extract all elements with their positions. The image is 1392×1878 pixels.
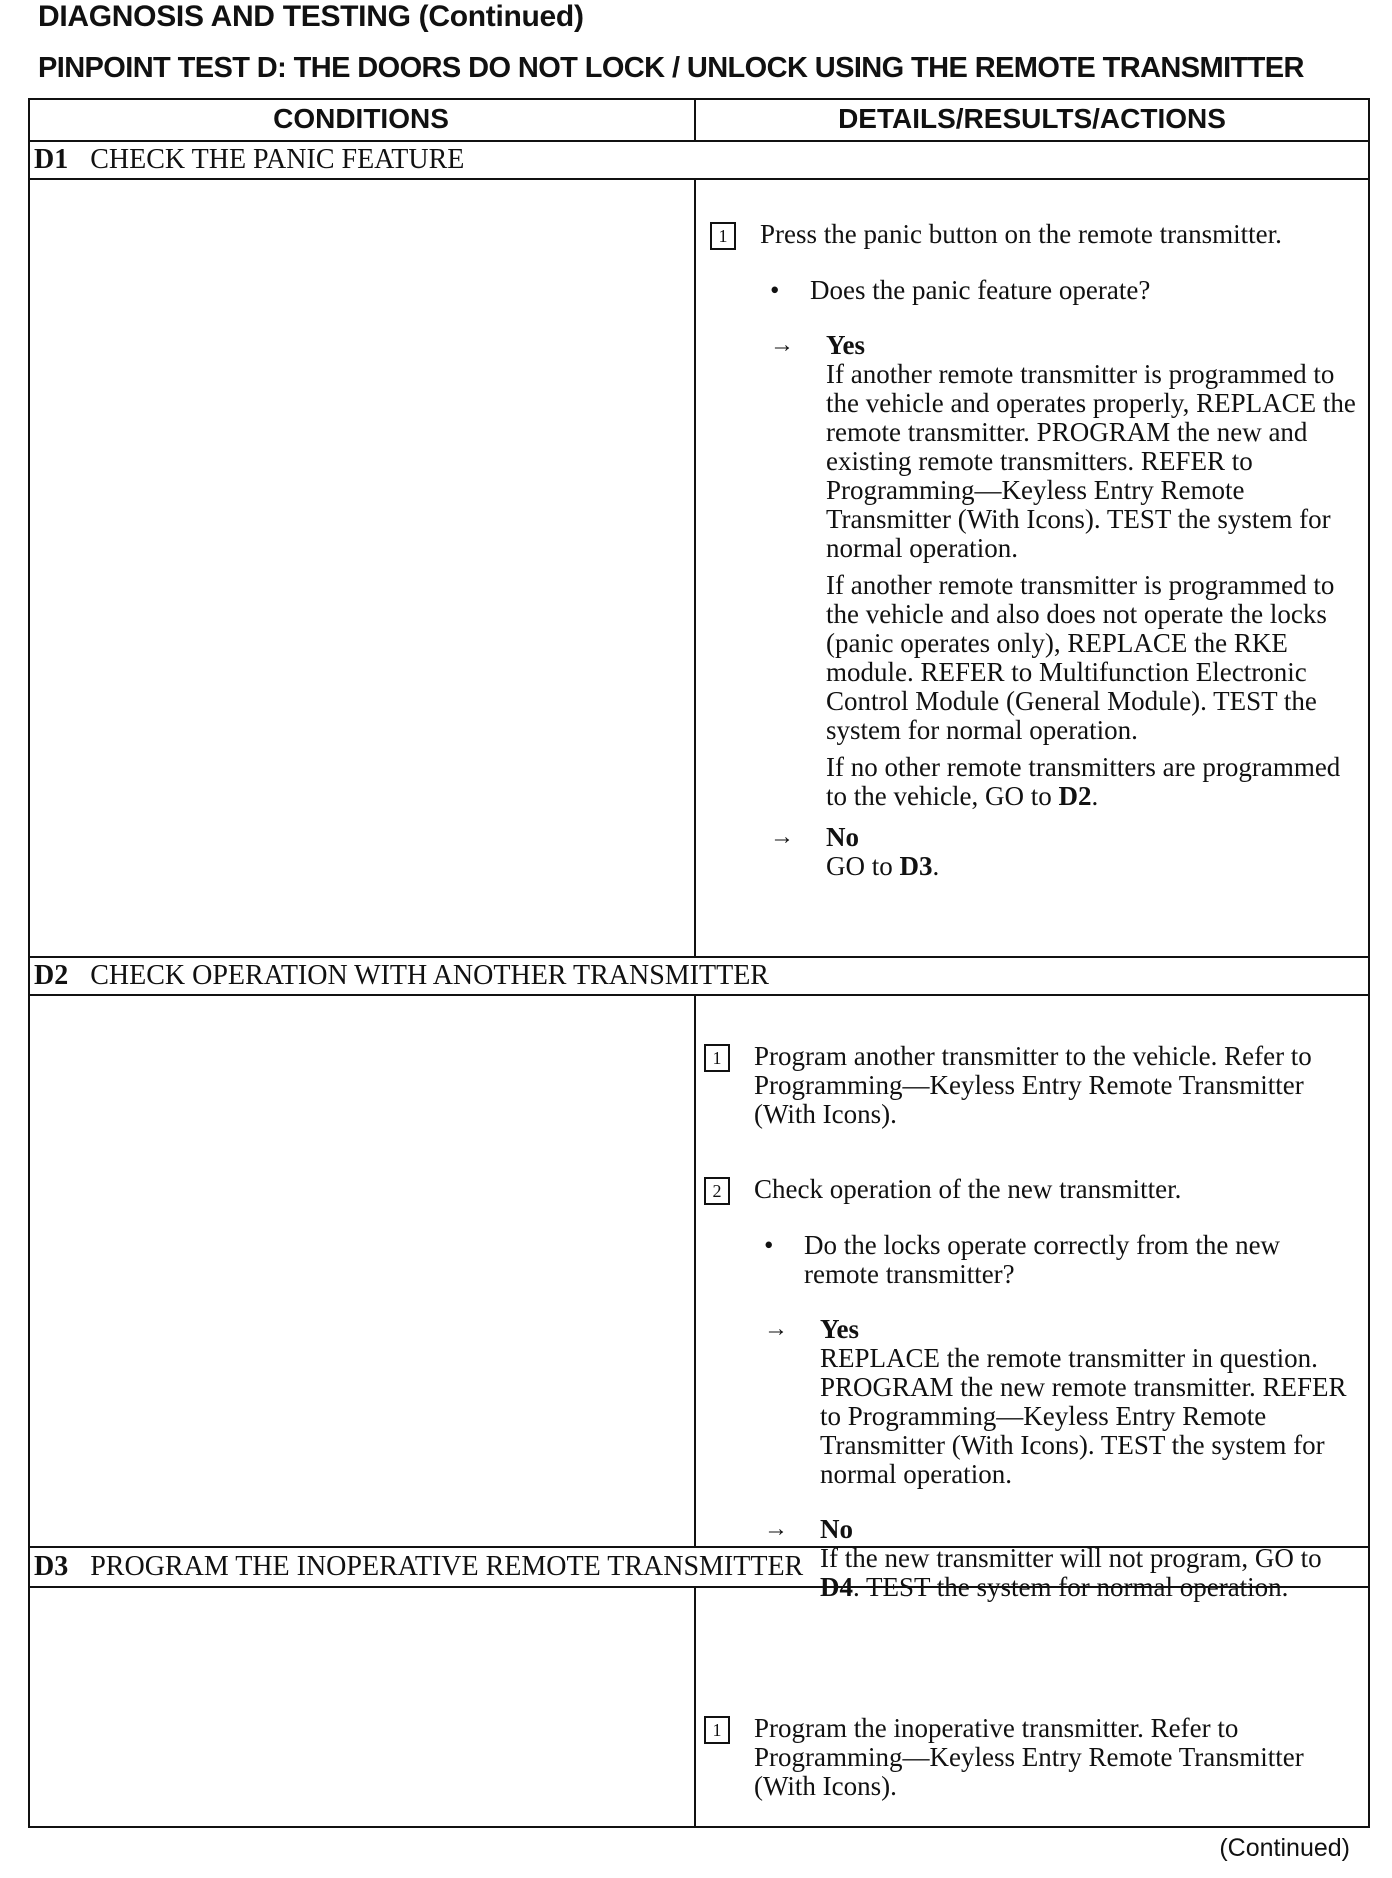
page-header: DIAGNOSIS AND TESTING (Continued) [38,0,584,33]
step-number-box: 1 [710,222,736,250]
step-header-d2: D2 CHECK OPERATION WITH ANOTHER TRANSMITTER [34,960,769,991]
step-number-box: 2 [704,1177,730,1205]
step-d3-details: 1 Program the inoperative transmitter. Refer to Programming—Keyless Entry Remote Transmitter (With Icons). [704,1714,1360,1801]
step-number-box: 1 [704,1044,730,1072]
arrow-icon: → [770,824,794,850]
step-header-d3: D3 PROGRAM THE INOPERATIVE REMOTE TRANSMITTER [34,1551,804,1582]
pinpoint-test-table [28,98,1370,1828]
step-number-box: 1 [704,1716,730,1744]
arrow-icon: → [764,1316,788,1342]
continued-footer: (Continued) [1219,1834,1350,1862]
step-d1-details: 1 Press the panic button on the remote transmitter. • Does the panic feature operate? → Yes If another remote transmitter is programmed to the vehicle and operates properly, REPLACE the remote transmitter. PROGRAM the new and existing remote transmitters. REFER to Programming—Keyless Entry Remote Transmitter (With Icons). TEST the system for normal operation. If another remote transmitter is programmed to the vehicle and also does not operate the locks (panic operates only), REPLACE the RKE module. REFER to Multifunction Electronic Control Module (General Module). TEST the system for normal operation. If no other remote transmitters are programmed to the vehicle, GO to D2. → No GO to D3. [710,220,1358,881]
step-d2-details: 1 Program another transmitter to the vehicle. Refer to Programming—Keyless Entry Remote Transmitter (With Icons). 2 Check operation of the new transmitter. • Do the locks operate correctly from the new remote transmitter? → Yes REPLACE the remote transmitter in question. PROGRAM the new remote transmitter. REFER to Programming—Keyless Entry Remote Transmitter (With Icons). TEST the system for normal operation. → No If the new transmitter will not program, GO to D4. TEST the system for normal operation. [704,1042,1360,1602]
arrow-icon: → [770,332,794,358]
column-header-details: DETAILS/RESULTS/ACTIONS [838,103,1226,134]
column-header-conditions: CONDITIONS [273,103,449,134]
pinpoint-test-title: PINPOINT TEST D: THE DOORS DO NOT LOCK / UNLOCK USING THE REMOTE TRANSMITTER [38,52,1304,84]
step-header-d1: D1 CHECK THE PANIC FEATURE [34,144,465,175]
arrow-icon: → [764,1516,788,1542]
